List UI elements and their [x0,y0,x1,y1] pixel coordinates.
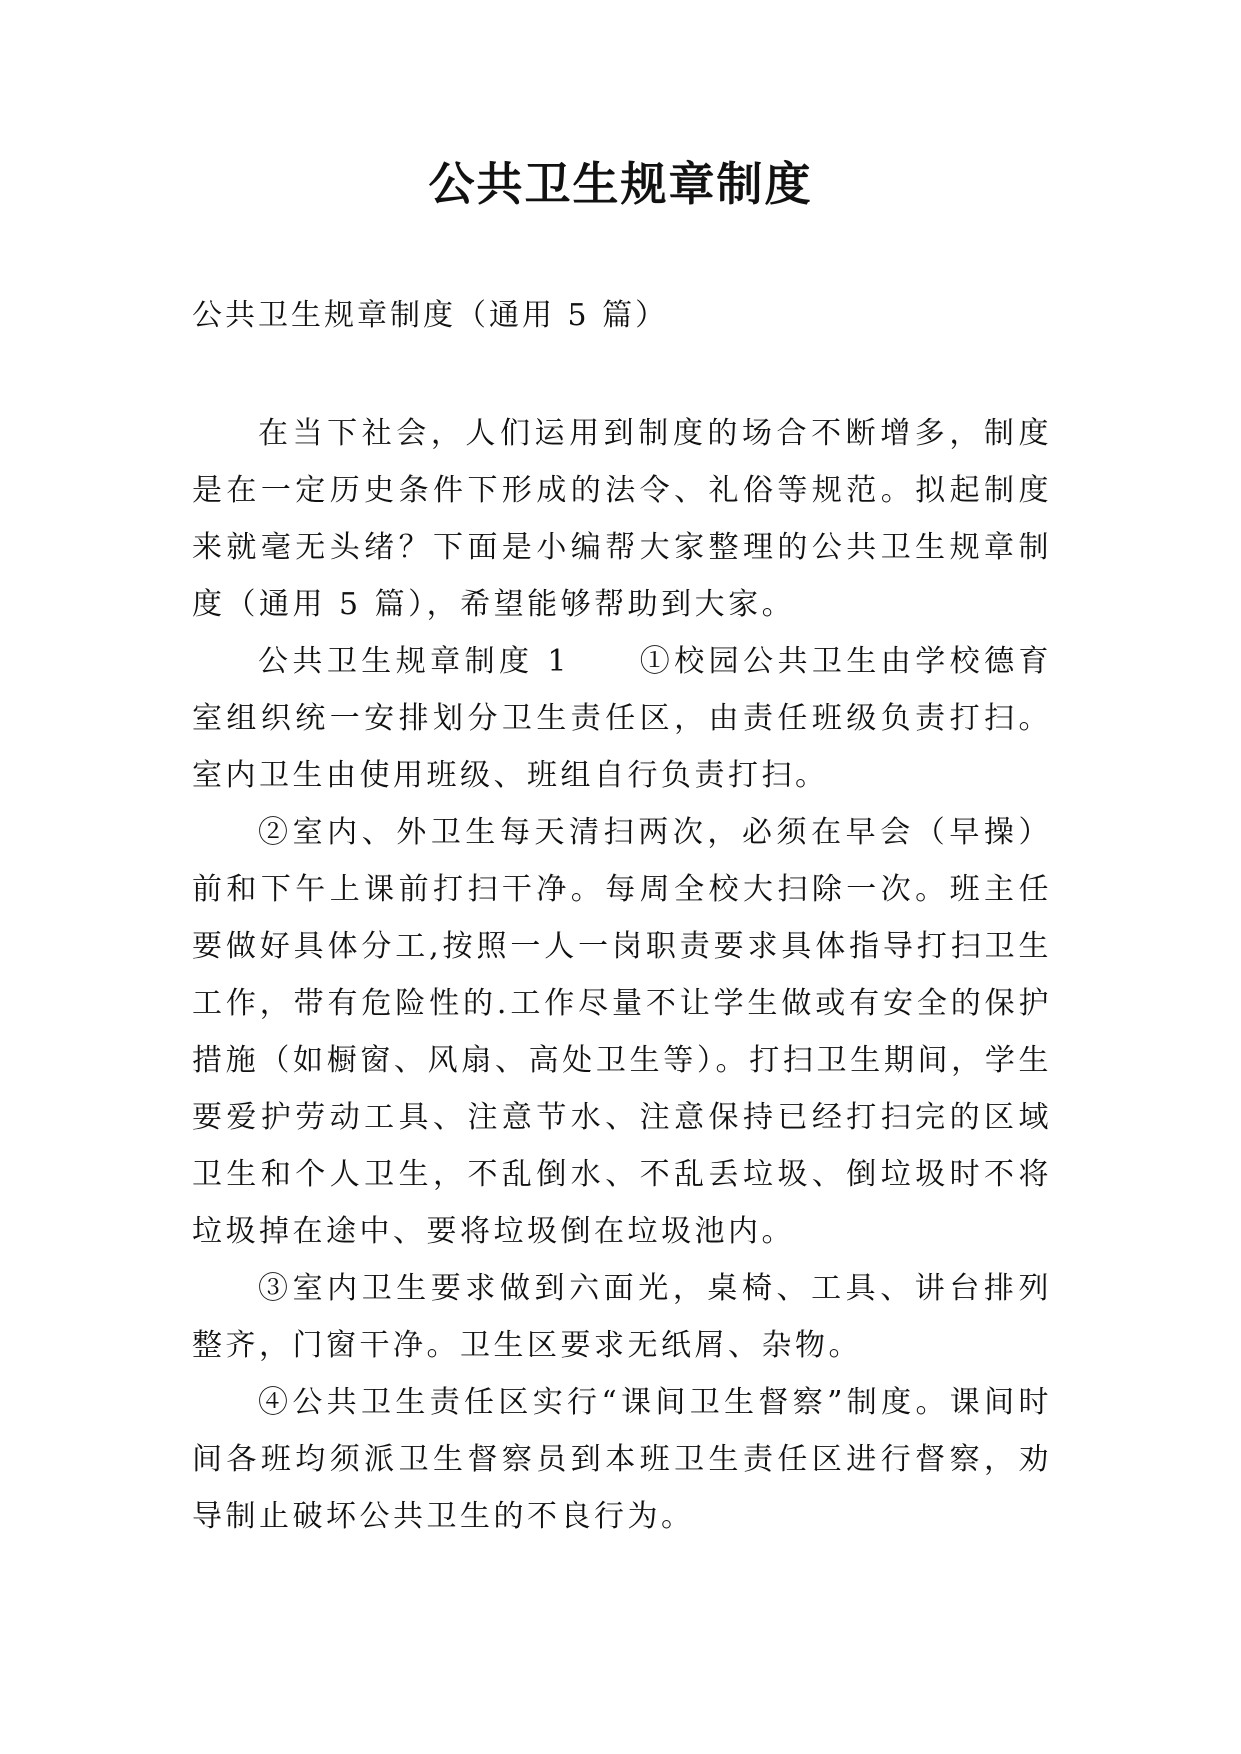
document-subtitle: 公共卫生规章制度（通用 5 篇） [192,298,669,333]
document-title: 公共卫生规章制度 [428,157,813,211]
rule-paragraph-1: 公共卫生规章制度 1 ①校园公共卫生由学校德育室组织统一安排划分卫生责任区，由责任班级负责打扫。室内卫生由使用班级、班组自行负责打扫。 [192,644,1052,793]
rule-paragraph-4: ④公共卫生责任区实行“课间卫生督察”制度。课间时间各班均须派卫生督察员到本班卫生责任区进行督察，劝导制止破坏公共卫生的不良行为。 [192,1385,1052,1534]
document-body [192,405,1052,1545]
rule-paragraph-3: ③室内卫生要求做到六面光，桌椅、工具、讲台排列整齐，门窗干净。卫生区要求无纸屑、杂物。 [192,1271,1052,1363]
intro-paragraph: 在当下社会，人们运用到制度的场合不断增多，制度是在一定历史条件下形成的法令、礼俗等规范。拟起制度来就毫无头绪？下面是小编帮大家整理的公共卫生规章制度（通用 5 篇），希望能够帮助到大家。 [192,416,1052,622]
rule-paragraph-2: ②室内、外卫生每天清扫两次，必须在早会（早操）前和下午上课前打扫干净。每周全校大扫除一次。班主任要做好具体分工,按照一人一岗职责要求具体指导打扫卫生工作，带有危险性的.工作尽量不让学生做或有安全的保护措施（如橱窗、风扇、高处卫生等）。打扫卫生期间，学生要爱护劳动工具、注意节水、注意保持已经打扫完的区域卫生和个人卫生，不乱倒水、不乱丢垃圾、倒垃圾时不将垃圾掉在途中、要将垃圾倒在垃圾池内。 [192,815,1052,1249]
